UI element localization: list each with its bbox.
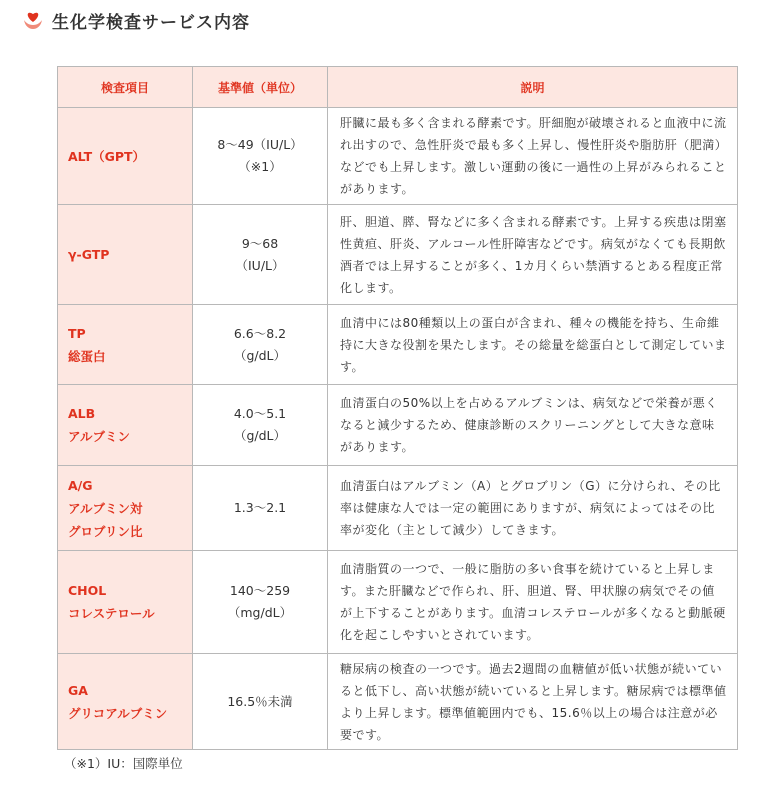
test-item-name xyxy=(58,385,193,466)
test-description: 血清蛋白の50%以上を占めるアルブミンは、病気などで栄養が悪くなると減少するため、健康診断のスクリーニングとして大きな意味があります。 xyxy=(328,385,738,466)
header-standard: 基準値（単位） xyxy=(193,67,328,108)
test-item-name xyxy=(58,654,193,750)
standard-value-line: （g/dL） xyxy=(233,428,287,443)
standard-value xyxy=(193,305,328,385)
section-header xyxy=(22,6,250,34)
standard-value xyxy=(193,551,328,654)
test-item-name-line: A/G xyxy=(68,477,93,493)
test-item-name-line: 総蛋白 xyxy=(68,348,106,364)
test-item-name-line: グリコアルブミン xyxy=(68,705,168,721)
test-description: 肝、胆道、膵、腎などに多く含まれる酵素です。上昇する疾患は閉塞性黄疸、肝炎、アルコール性肝障害などです。病気がなくても長期飲酒者では上昇することが多く、1カ月くらい禁酒するとある程度正常化します。 xyxy=(328,205,738,305)
table-row xyxy=(58,108,738,205)
test-description: 血清中には80種類以上の蛋白が含まれ、種々の機能を持ち、生命維持に大きな役割を果たします。その総量を総蛋白として測定しています。 xyxy=(328,305,738,385)
test-item-name xyxy=(58,466,193,551)
biochem-test-table xyxy=(57,66,738,750)
standard-value xyxy=(193,466,328,551)
test-item-name xyxy=(58,108,193,205)
standard-value-line: （※1） xyxy=(238,159,282,174)
footnote: （※1）IU：国際単位 xyxy=(64,756,183,771)
standard-value-line: 4.0〜5.1 xyxy=(233,406,287,421)
test-item-name-line: アルブミン対 xyxy=(68,500,143,516)
header-item: 検査項目 xyxy=(58,67,193,108)
test-item-name-line: CHOL xyxy=(68,583,107,598)
test-item-name-line: ALT（GPT） xyxy=(68,148,146,164)
test-description: 肝臓に最も多く含まれる酵素です。肝細胞が破壊されると血液中に流れ出すので、急性肝炎で最も多く上昇し、慢性肝炎や脂肪肝（肥満）などでも上昇します。激しい運動の後に一過性の上昇がみられることがあります。 xyxy=(328,108,738,205)
test-item-name xyxy=(58,551,193,654)
standard-value-line: 16.5％未満 xyxy=(227,693,293,709)
standard-value-line: （IU/L） xyxy=(235,257,285,273)
table-row xyxy=(58,385,738,466)
test-item-name-line: ALB xyxy=(68,406,96,421)
table-row xyxy=(58,305,738,385)
standard-value-line: 1.3〜2.1 xyxy=(233,500,287,515)
standard-value xyxy=(193,205,328,305)
standard-value-line: 9〜68 xyxy=(241,235,279,251)
test-item-name-line: アルブミン xyxy=(68,429,131,444)
standard-value xyxy=(193,385,328,466)
table-header-row xyxy=(58,67,738,108)
table-row xyxy=(58,551,738,654)
test-item-name-line: コレステロール xyxy=(68,606,155,621)
table-row xyxy=(58,205,738,305)
standard-value-line: 8〜49（IU/L） xyxy=(217,137,303,152)
test-description: 血清脂質の一つで、一般に脂肪の多い食事を続けていると上昇します。また肝臓などで作られ、肝、胆道、腎、甲状腺の病気でその値が上下することがあります。血清コレステロールが多くなると動脈硬化を起こしやすいとされています。 xyxy=(328,551,738,654)
test-description: 糖尿病の検査の一つです。過去2週間の血糖値が低い状態が続いていると低下し、高い状態が続いていると上昇します。糖尿病では標準値より上昇します。標準値範囲内でも、15.6％以上の場合は注意が必要です。 xyxy=(328,654,738,750)
header-description: 説明 xyxy=(328,67,738,108)
table-row xyxy=(58,654,738,750)
standard-value-line: （g/dL） xyxy=(233,347,287,363)
test-item-name-line: TP xyxy=(68,325,86,341)
test-description: 血清蛋白はアルブミン（A）とグロブリン（G）に分けられ、その比率は健康な人では一定の範囲にありますが、病気によってはその比率が変化（主として減少）してきます。 xyxy=(328,466,738,551)
heart-hands-icon xyxy=(22,9,44,31)
standard-value xyxy=(193,654,328,750)
test-item-name-line: γ-GTP xyxy=(68,247,110,262)
table-row xyxy=(58,466,738,551)
standard-value-line: （mg/dL） xyxy=(227,605,293,620)
standard-value xyxy=(193,108,328,205)
test-item-name xyxy=(58,205,193,305)
standard-value-line: 140〜259 xyxy=(229,583,291,598)
standard-value-line: 6.6〜8.2 xyxy=(233,325,287,341)
test-item-name-line: GA xyxy=(68,682,88,698)
page-title: 生化学検査サービス内容 xyxy=(52,12,250,33)
test-item-name xyxy=(58,305,193,385)
test-item-name-line: グロブリン比 xyxy=(68,523,143,539)
